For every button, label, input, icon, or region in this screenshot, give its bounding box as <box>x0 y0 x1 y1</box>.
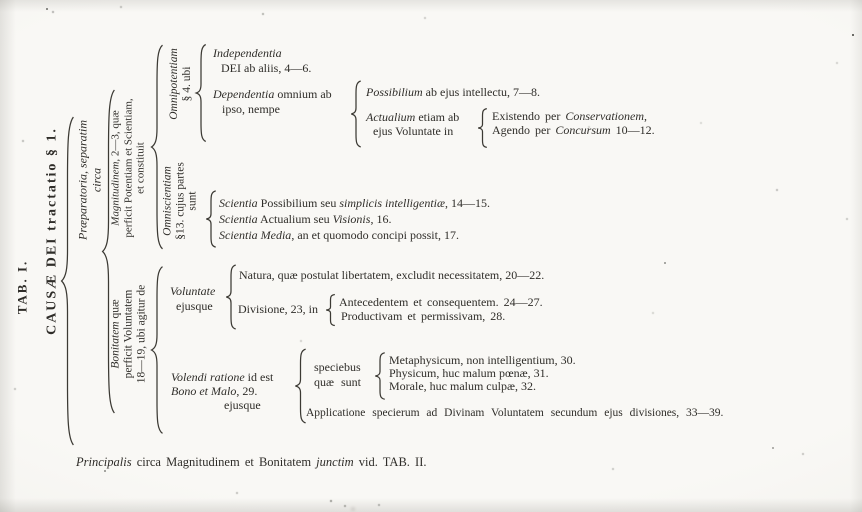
branch-magnitudinem-line: Magnitudinem, 2—3, quæ <box>109 110 122 226</box>
tab-number-text: TAB. I. <box>14 259 30 315</box>
leaf-existendo: Existendo per Conservationem, <box>492 109 647 123</box>
node-line: speciebus <box>314 360 361 374</box>
leaf-actualium <box>366 110 459 138</box>
node-line: Bono et Malo, 29. <box>171 384 258 398</box>
branch-bonitatem-line: 18—19, ubi agitur de <box>135 284 148 384</box>
branch-praeparatoria-line: Præparatoria, separatim <box>75 119 90 241</box>
leaf-agendo: Agendo per Concursum 10—12. <box>492 122 655 137</box>
brace-voluntate <box>225 264 237 330</box>
leaf-line: ipso, nempe <box>222 102 280 116</box>
branch-omniscientiam-line: §13. cujus partes <box>173 162 186 240</box>
node-line: Voluntate <box>170 284 216 298</box>
leaf-scientia-actualium: Scientia Actualium seu Visionis, 16. <box>219 212 392 227</box>
leaf-line: DEI ab aliis, 4—6. <box>221 61 312 75</box>
leaf-divisione-group <box>339 295 543 323</box>
brace-speciebus <box>374 352 386 400</box>
branch-bonitatem-line: perficit Voluntatem <box>122 289 135 379</box>
leaf-productivam: Productivam et permissivam, 28. <box>341 309 506 323</box>
node-line: quæ sunt <box>314 374 362 389</box>
leaf-applicatione: Applicatione specierum ad Divinam Voluntatem secundum ejus divisiones, 33—39. <box>306 407 724 419</box>
brace-divisione <box>325 294 336 326</box>
scan-artifacts <box>0 0 2 2</box>
branch-omnipotentiam-line: § 4. ubi <box>181 66 193 102</box>
branch-praeparatoria-line: circa <box>89 167 103 193</box>
brace-dependentia <box>350 80 362 148</box>
leaf-line: Dependentia omnium ab <box>213 87 332 101</box>
node-line: ejusque <box>176 299 213 313</box>
leaf-species-group <box>389 354 576 393</box>
leaf-morale: Morale, huc malum culpæ, 32. <box>389 379 536 393</box>
brace-bonitatem <box>150 264 164 436</box>
leaf-independentia <box>213 46 311 76</box>
node-line: Volendi ratione id est <box>171 370 274 384</box>
leaf-dependentia <box>213 87 332 117</box>
brace-root <box>60 112 75 450</box>
branch-omniscientiam-line: Omniscientiam <box>161 166 174 236</box>
leaf-natura: Natura, quæ postulat libertatem, excludit necessitatem, 20—22. <box>239 268 545 282</box>
footnote-principalis: Principalis circa Magnitudinem et Bonitatem junctim vid. TAB. II. <box>76 455 427 469</box>
node-speciebus <box>314 360 361 389</box>
leaf-scientia-possibilium: Scientia Possibilium seu simplicis intelligentiæ, 14—15. <box>219 196 491 210</box>
brace-praeparatoria <box>101 85 116 418</box>
branch-magnitudinem-line: et constituit <box>134 142 147 194</box>
root-title-text: CAUSÆ DEI tractatio § 1. <box>44 127 60 335</box>
leaf-line: ejus Voluntate in <box>373 124 454 138</box>
node-voluntate <box>170 284 215 314</box>
brace-actualium <box>477 108 488 148</box>
leaf-line: Actualium etiam ab <box>366 110 460 124</box>
leaf-scientia-group <box>219 195 490 244</box>
branch-omniscientiam-line: sunt <box>186 191 199 211</box>
leaf-physicum: Physicum, huc malum pœnæ, 31. <box>389 366 549 380</box>
brace-omniscientiam <box>205 190 217 248</box>
leaf-antecedentem: Antecedentem et consequentem. 24—27. <box>339 295 543 309</box>
brace-magnitudinem <box>150 42 164 252</box>
branch-omnipotentiam-line: Omnipotentiam <box>168 48 180 120</box>
leaf-line: Independentia <box>213 46 282 60</box>
node-divisione: Divisione, 23, in <box>238 302 318 316</box>
branch-bonitatem-line: Bonitatem quæ <box>109 299 122 369</box>
leaf-possibilium: Possibilium ab ejus intellectu, 7—8. <box>366 85 540 99</box>
leaf-scientia-media: Scientia Media, an et quomodo concipi possit, 17. <box>219 228 459 243</box>
branch-magnitudinem-line: perficit Potentiam et Scientiam, <box>121 98 134 238</box>
brace-omnipotentiam <box>195 43 207 143</box>
node-line: ejusque <box>224 398 261 412</box>
node-volendi <box>171 370 273 412</box>
leaf-existendo-agendo <box>492 110 655 137</box>
leaf-metaphysicum: Metaphysicum, non intelligentium, 30. <box>389 353 576 367</box>
